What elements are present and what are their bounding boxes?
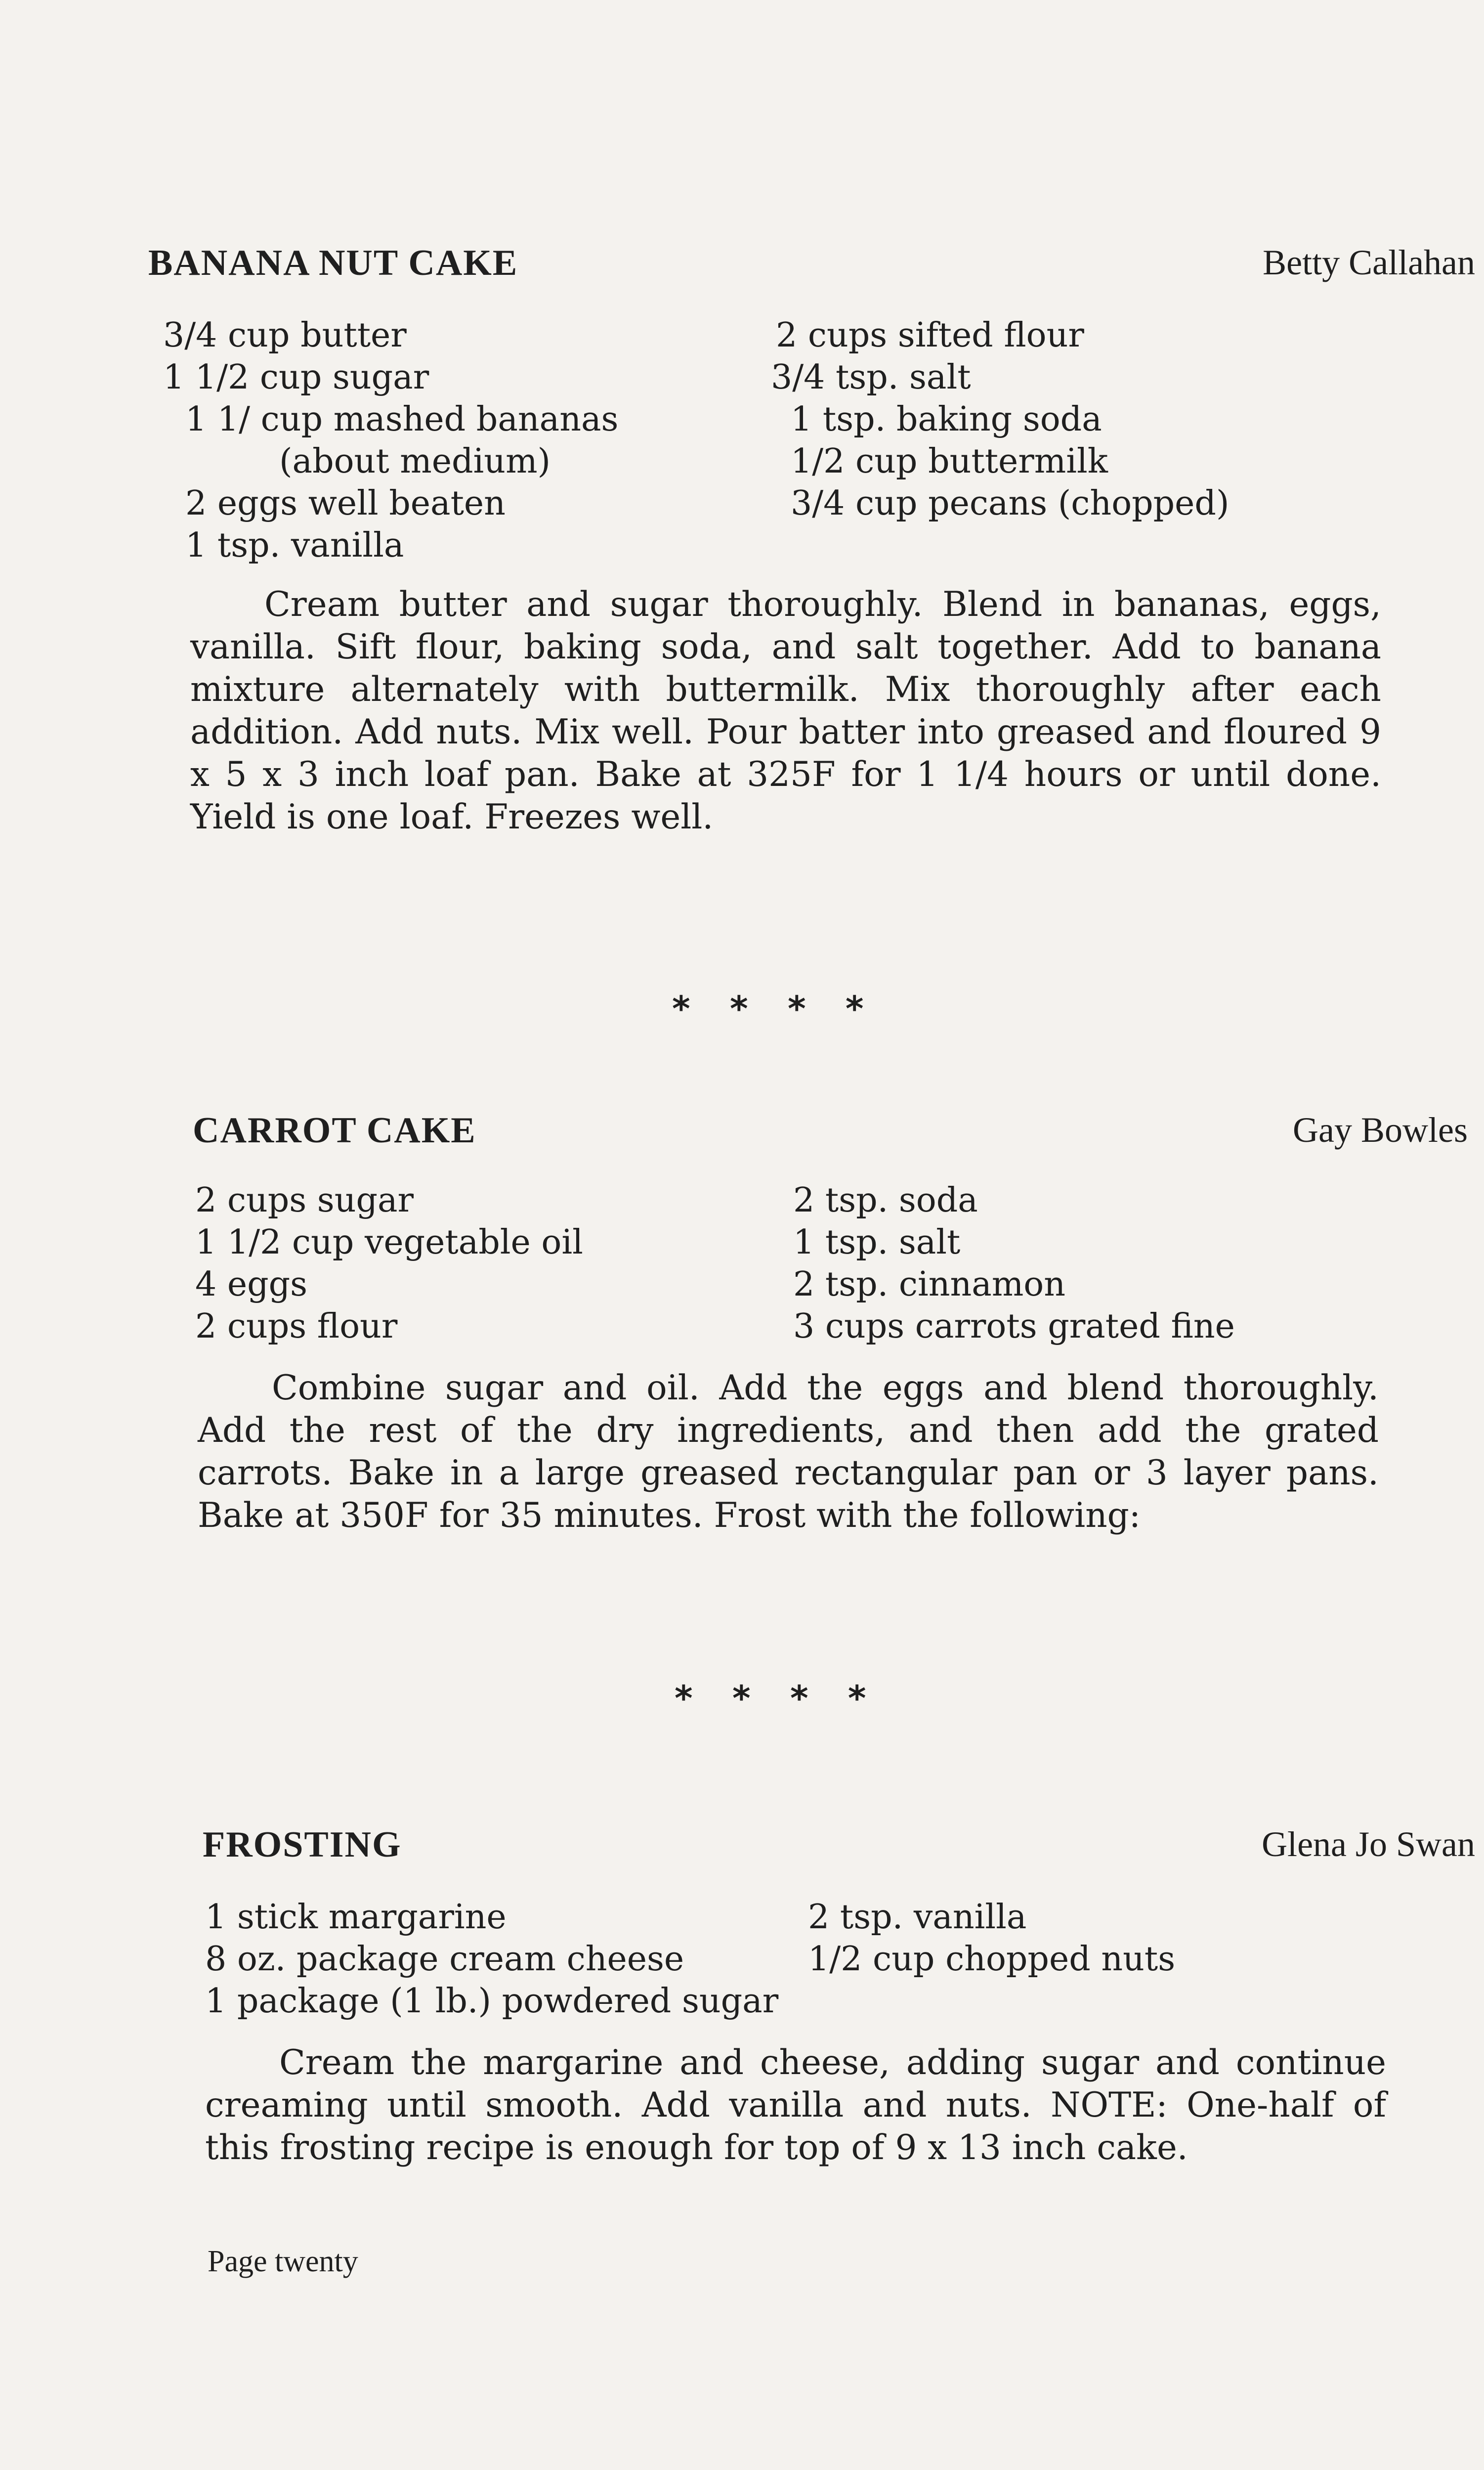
ingredient-right: 3/4 cup pecans (chopped) bbox=[791, 484, 1230, 523]
recipe-author: Glena Jo Swan bbox=[1262, 1824, 1475, 1864]
ingredient-left: 3/4 cup butter bbox=[163, 316, 407, 355]
ingredient-left: 1 stick margarine bbox=[205, 1898, 507, 1937]
ingredient-right: 1/2 cup chopped nuts bbox=[808, 1940, 1176, 1979]
ingredient-right: 1/2 cup buttermilk bbox=[791, 442, 1108, 481]
page-number: Page twenty bbox=[208, 2245, 358, 2278]
recipe-frosting bbox=[203, 1824, 1475, 2234]
recipe-method: Cream the margarine and cheese, adding sugar and continue creaming until smooth. Add vanilla and nuts. NOTE: One-half of this frosting recipe is enough for top of 9 x 13 inch cake. bbox=[205, 2043, 1386, 2167]
ingredient-right: 3/4 tsp. salt bbox=[771, 358, 971, 397]
ingredient-left: 2 cups flour bbox=[195, 1307, 398, 1346]
ingredient-left: 1 tsp. vanilla bbox=[185, 526, 404, 565]
ingredient-left: (about medium) bbox=[279, 442, 551, 481]
recipe-title: BANANA NUT CAKE bbox=[148, 243, 518, 283]
section-separator: * * * * bbox=[672, 989, 864, 1029]
recipe-banana-nut-cake bbox=[148, 242, 1475, 905]
recipe-title: CARROT CAKE bbox=[193, 1110, 476, 1151]
ingredient-left: 1 1/ cup mashed bananas bbox=[185, 400, 619, 439]
section-separator: * * * * bbox=[675, 1678, 866, 1719]
recipe-title: FROSTING bbox=[203, 1824, 402, 1865]
ingredient-right: 1 tsp. baking soda bbox=[791, 400, 1102, 439]
recipe-method: Combine sugar and oil. Add the eggs and blend thoroughly. Add the rest of the dry ingredients, and then add the grated carrots. Bake in a large greased rectangular pan or 3 layer pans. Bake at 350F for 35 minutes. Frost with the following: bbox=[198, 1368, 1379, 1535]
ingredient-left: 1 1/2 cup sugar bbox=[163, 358, 429, 397]
ingredient-right: 2 tsp. vanilla bbox=[808, 1898, 1027, 1937]
recipe-author: Betty Callahan bbox=[1263, 243, 1475, 282]
ingredient-left: 1 package (1 lb.) powdered sugar bbox=[205, 1982, 779, 2021]
ingredient-left: 2 cups sugar bbox=[195, 1181, 414, 1220]
recipe-carrot-cake bbox=[193, 1110, 1468, 1579]
ingredient-right: 2 cups sifted flour bbox=[776, 316, 1084, 355]
ingredient-right: 3 cups carrots grated fine bbox=[793, 1307, 1235, 1346]
recipe-method: Cream butter and sugar thoroughly. Blend in bananas, eggs, vanilla. Sift flour, baking soda, and salt together. Add to banana mixture alternately with buttermilk. Mix thoroughly after each addition. Add nuts. Mix well. Pour batter into greased and floured 9 x 5 x 3 inch loaf pan. Bake at 325F for 1 1/4 hours or until done. Yield is one loaf. Freezes well. bbox=[190, 585, 1381, 837]
ingredient-right: 2 tsp. cinnamon bbox=[793, 1265, 1066, 1304]
ingredient-left: 1 1/2 cup vegetable oil bbox=[195, 1223, 583, 1262]
ingredient-right: 1 tsp. salt bbox=[793, 1223, 961, 1262]
ingredient-left: 2 eggs well beaten bbox=[185, 484, 506, 523]
ingredient-right: 2 tsp. soda bbox=[793, 1181, 978, 1220]
recipe-author: Gay Bowles bbox=[1293, 1110, 1468, 1150]
ingredient-left: 4 eggs bbox=[195, 1265, 308, 1304]
ingredient-left: 8 oz. package cream cheese bbox=[205, 1940, 684, 1979]
